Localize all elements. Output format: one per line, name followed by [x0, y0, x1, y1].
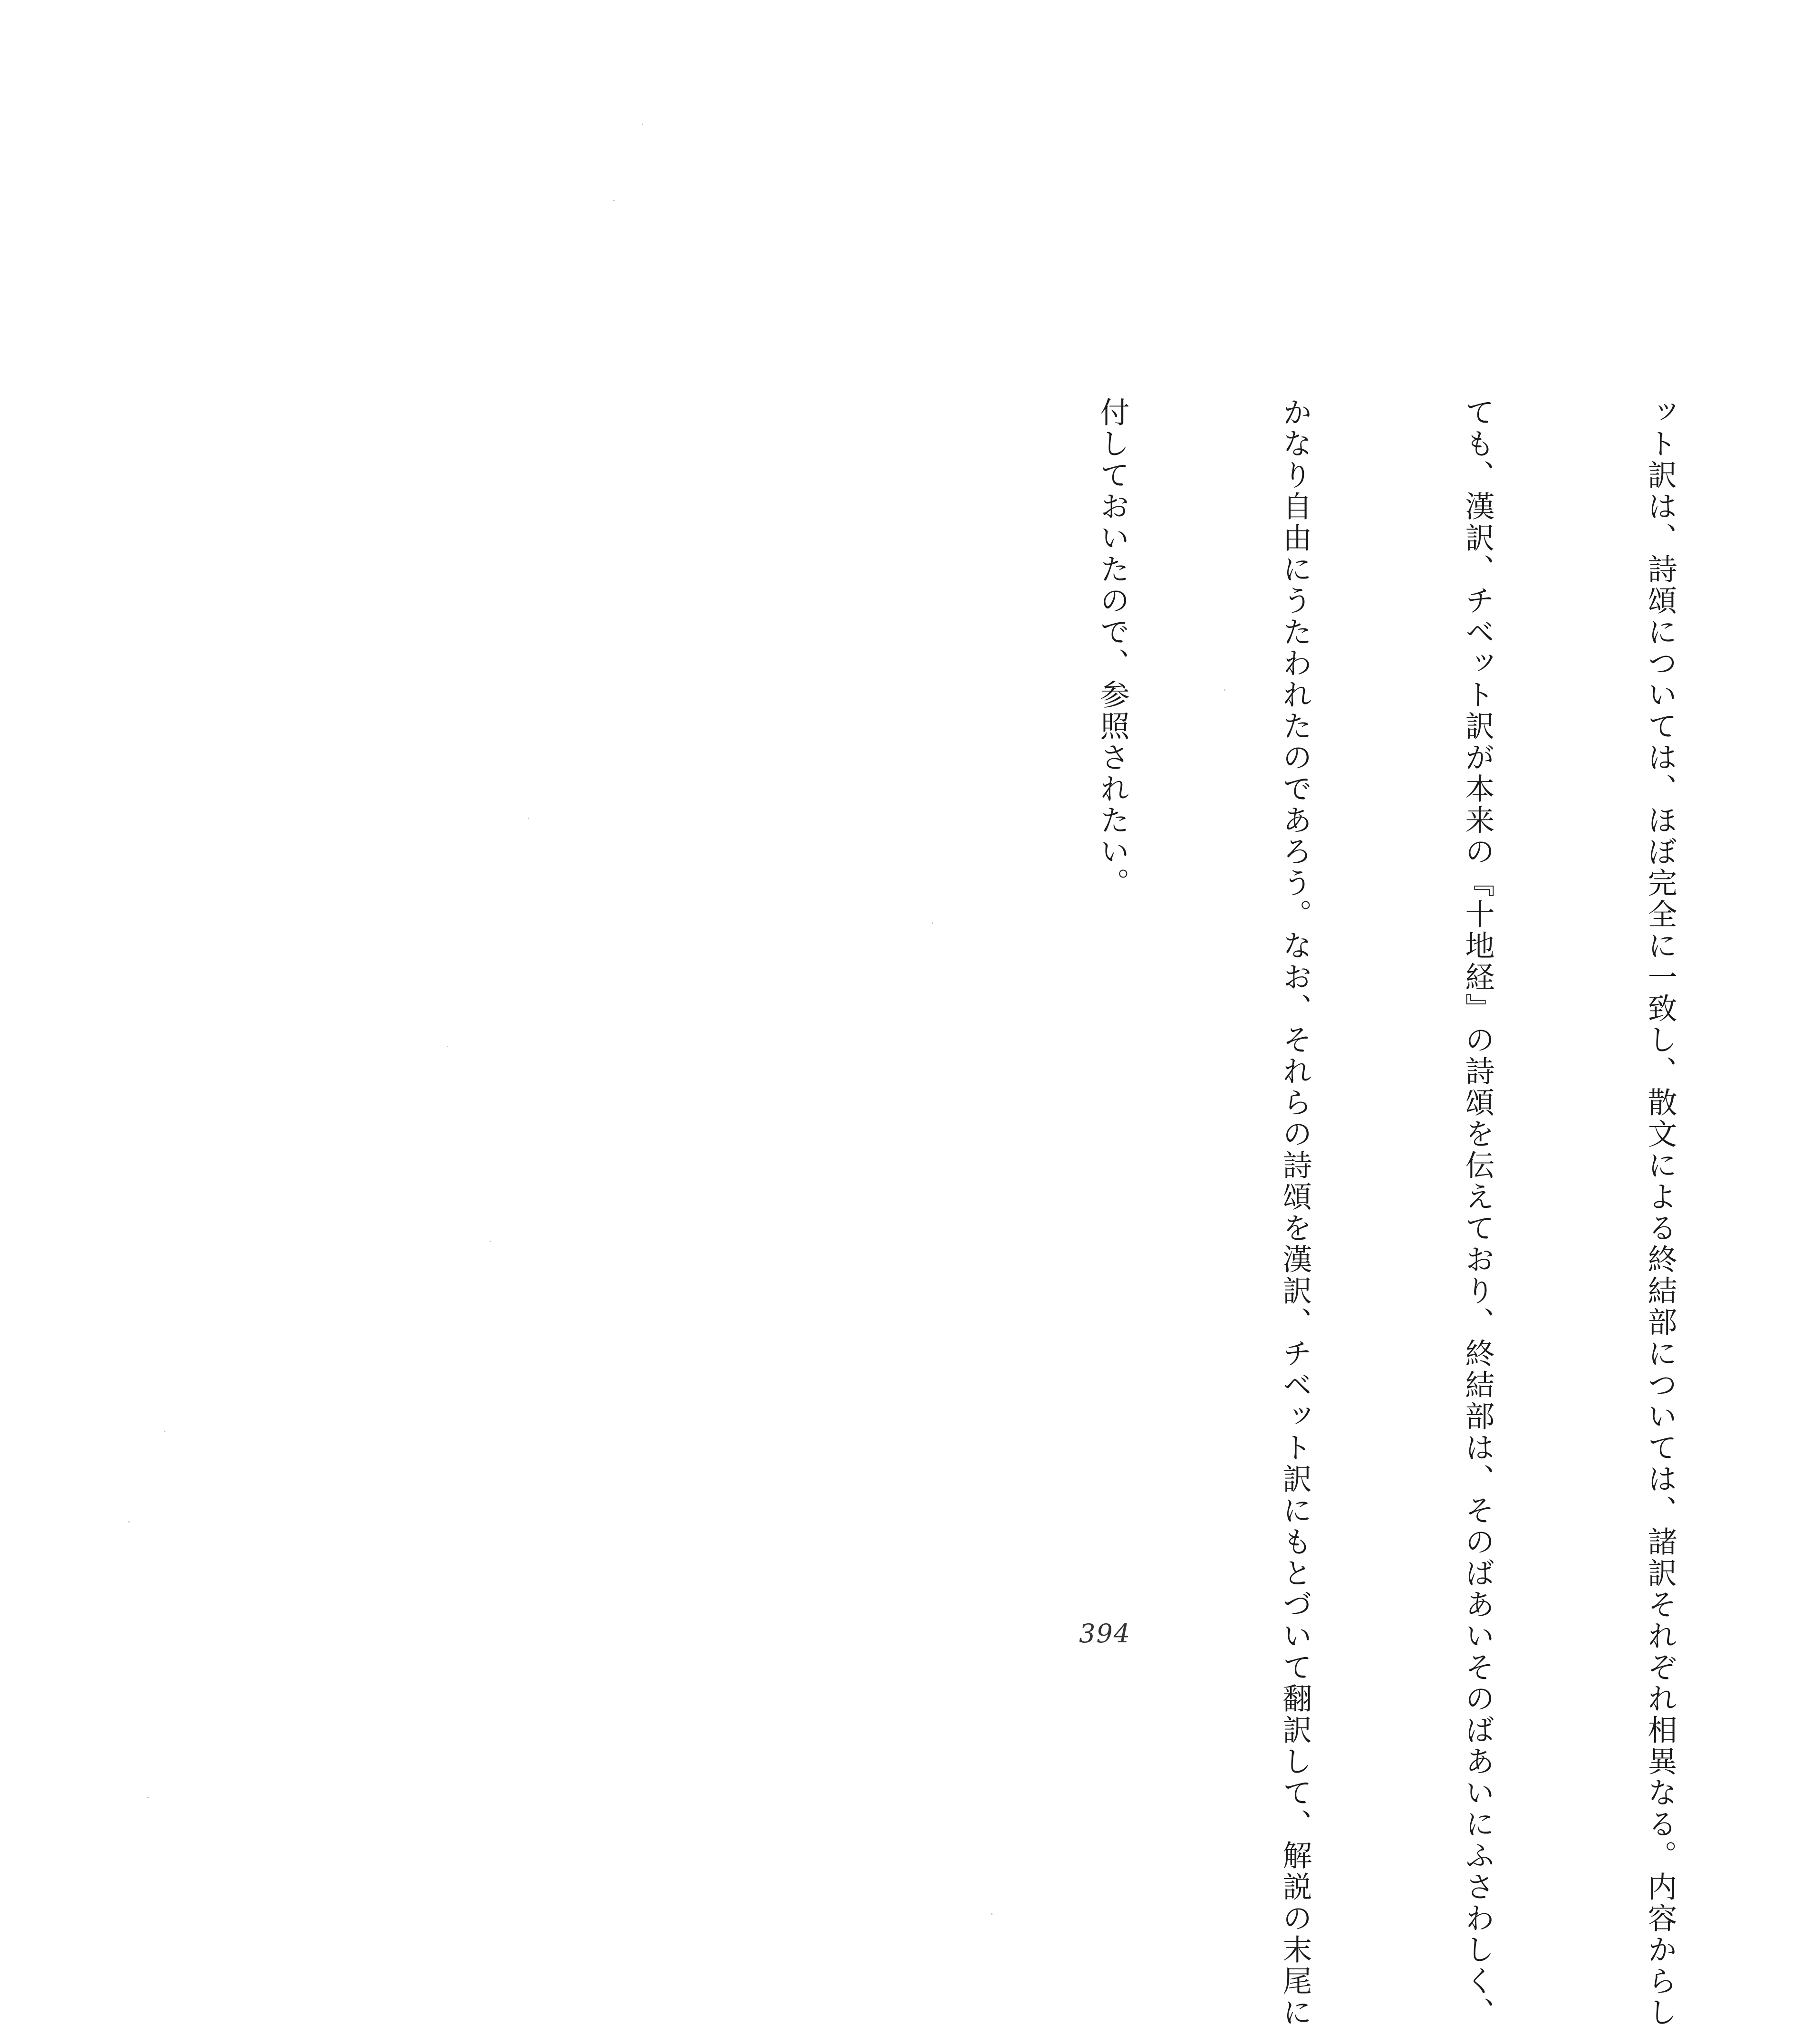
- page-number: 394: [1079, 1619, 1131, 1649]
- scan-speck: [147, 1797, 149, 1798]
- scan-speck: [932, 922, 933, 924]
- scan-speck: [528, 818, 529, 819]
- text-line-4: 付しておいたので、参照されたい。: [1095, 397, 1130, 899]
- scan-speck: [128, 1521, 130, 1523]
- text-line-2: ても、漢訳、チベット訳が本来の『十地経』の詩頌を伝えており、終結部は、そのばあいそのばあいにふさわしく、: [1460, 397, 1495, 2028]
- text-line-1: ット訳は、詩頌については、ほぼ完全に一致し、散文による終結部については、諸訳それぞれ相異なる。内容からし: [1643, 397, 1677, 2028]
- scan-speck: [447, 1046, 448, 1047]
- scan-speck: [1224, 689, 1225, 691]
- scan-speck: [490, 1241, 491, 1242]
- scan-speck: [164, 1431, 165, 1432]
- scan-speck: [642, 124, 643, 125]
- scan-speck: [991, 1913, 993, 1915]
- body-text: [960, 397, 1812, 2028]
- scan-speck: [613, 200, 615, 201]
- text-line-3: かなり自由にうたわれたのであろう。なお、それらの詩頌を漢訳、チベット訳にもとづいて翻訳して、解説の末尾に: [1278, 397, 1312, 2028]
